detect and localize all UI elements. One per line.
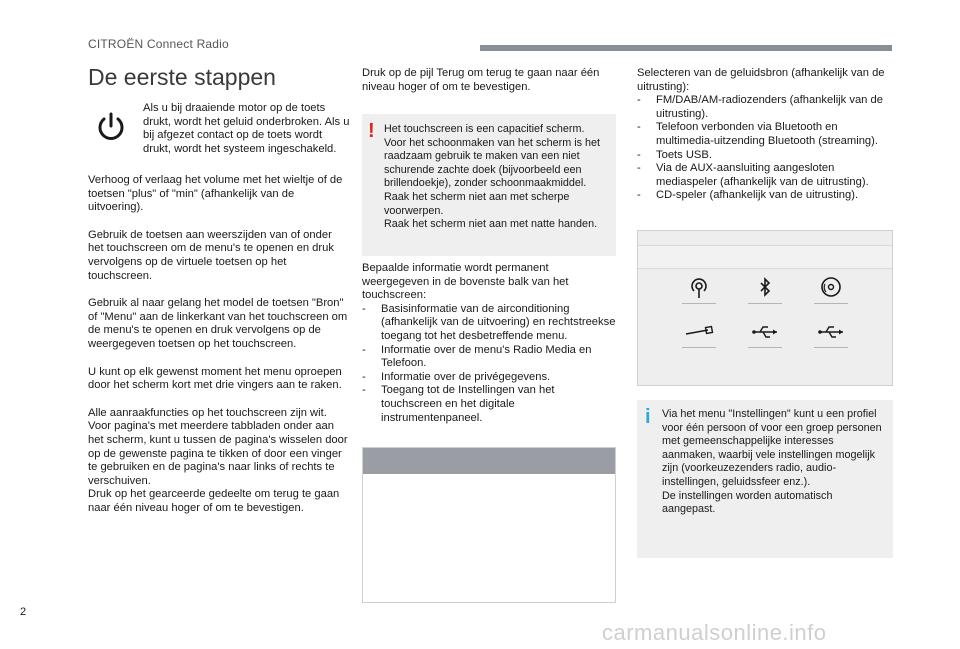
list-item: - Toegang tot de Instellingen van het touchscreen en het digitale instrumentenpaneel. [362,384,616,425]
touch-white-paragraph: Alle aanraakfuncties op het touchscreen zijn wit. [88,406,327,419]
warning-line: Raak het scherm niet aan met natte handen. [384,218,598,231]
list-item: - Basisinformatie van de airconditioning (afhankelijk van de uitvoering) en rechtstreekse toegang tot het desbetreffende menu. [362,303,616,344]
icon-underline [814,303,848,304]
screen-top-bar [638,245,892,269]
warning-icon: ! [368,120,375,142]
buttons-paragraph: Gebruik de toetsen aan weerszijden van of onder het touchscreen om de menu's te openen en druk vervolgens op de virtuele toetsen op het touchscreen. [88,228,334,282]
warning-text [384,123,612,232]
power-icon [94,110,128,144]
info-text [662,408,882,517]
shaded-area-paragraph: Druk op het gearceerde gedeelte om terug te gaan naar één niveau hoger of om te bevestigen. [88,488,340,514]
cd-icon [814,275,848,301]
top-bar-list [362,303,616,425]
icon-underline [682,303,716,304]
section-header: CITROËN Connect Radio [88,37,229,51]
info-box [637,400,893,558]
icon-underline [814,347,848,348]
warning-box [362,114,616,256]
list-item: - Informatie over de menu's Radio Media en Telefoon. [362,344,616,371]
source-menu-paragraph: Gebruik al naar gelang het model de toetsen "Bron" of "Menu" aan de linkerkant van het touchscreen om de menu's te openen en druk vervolgens op de weergegeven toetsen op het touchscreen. [88,297,348,350]
icon-underline [748,303,782,304]
list-item: - FM/DAB/AM-radiozenders (afhankelijk van de uitrusting). [637,94,893,121]
radio-icon [682,275,716,301]
icon-underline [682,347,716,348]
column-1-body [88,174,350,515]
page-title: De eerste stappen [88,64,276,90]
three-finger-paragraph: U kunt op elk gewenst moment het menu oproepen door het scherm kort met drie vingers aan te raken. [88,365,342,392]
list-item: - CD-speler (afhankelijk van de uitrusting). [637,189,893,203]
icon-underline [748,347,782,348]
tabs-paragraph: Voor pagina's met meerdere tabbladen onder aan het scherm, kunt u tussen de pagina's wisselen door op de gewenste pagina te tikken of door een vinger te gebruiken en de pagina's naar links of rechts te verschuiven. [88,420,348,487]
top-bar-intro: Bepaalde informatie wordt permanent weergegeven in de bovenste balk van het touchscreen: [362,262,569,302]
warning-line: Raak het scherm niet aan met scherpe voorwerpen. [384,190,570,217]
warning-line: Het touchscreen is een capacitief scherm. [384,123,585,135]
usb-icon [814,319,848,345]
info-icon: i [645,406,651,428]
back-arrow-paragraph: Druk op de pijl Terug om terug te gaan naar één niveau hoger of om te bevestigen. [362,67,600,93]
header-bar [480,45,892,51]
watermark: carmanualsonline.info [602,620,827,645]
list-item: - Informatie over de privégegevens. [362,371,616,385]
aux-icon [682,319,716,345]
list-item: - Toets USB. [637,149,893,163]
info-line: Via het menu "Instellingen" kunt u een profiel voor één persoon of voor een groep personen met gemeenschappelijke interesses aanmaken, waarbij vele instellingen mogelijk zijn (voorkeuzezenders radio, audio-instellingen, geluidssfeer enz.). [662,408,882,488]
volume-paragraph: Verhoog of verlaag het volume met het wieltje of de toetsen "plus" of "min" (afhankelijk van de uitvoering). [88,174,343,214]
source-selection [637,67,893,203]
page-number: 2 [20,606,27,618]
warning-line: Voor het schoonmaken van het scherm is het raadzaam gebruik te maken van een niet schurende zachte doek (bijvoorbeeld een brillendoekje), zonder schoonmaakmiddel. [384,136,601,190]
list-item: - Via de AUX-aansluiting aangesloten mediaspeler (afhankelijk van de uitrusting). [637,162,893,189]
source-intro: Selecteren van de geluidsbron (afhankelijk van de uitrusting): [637,67,885,93]
screen-illustration [362,447,616,603]
top-bar-illustration [363,448,615,474]
source-list [637,94,893,203]
bluetooth-icon [748,275,782,301]
power-description: Als u bij draaiende motor op de toets drukt, wordt het geluid onderbroken. Als u bij afgezet contact op de toets wordt drukt, wordt het systeem ingeschakeld. [143,102,350,155]
source-screen-illustration [637,230,893,386]
list-item: - Telefoon verbonden via Bluetooth en multimedia-uitzending Bluetooth (streaming). [637,121,893,148]
info-line: De instellingen worden automatisch aangepast. [662,489,833,516]
top-bar-info [362,262,616,425]
usb-icon [748,319,782,345]
